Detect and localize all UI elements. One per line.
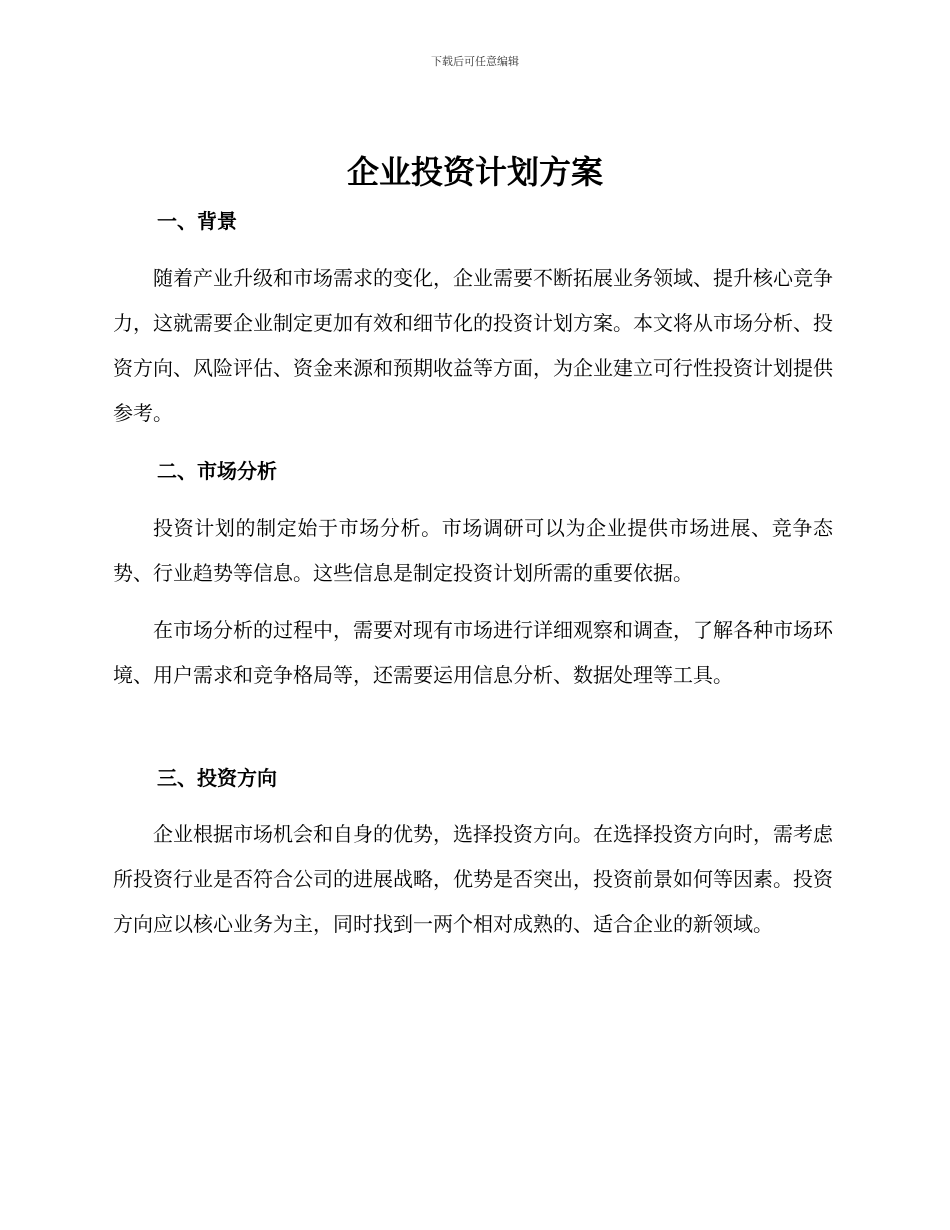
document-title: 企业投资计划方案 [346,153,603,191]
section-heading-investment-direction: 三、投资方向 [157,766,277,790]
section-heading-background: 一、背景 [157,209,237,233]
paragraph-background: 随着产业升级和市场需求的变化，企业需要不断拓展业务领域、提升核心竞争力，这就需要企业制定更加有效和细节化的投资计划方案。本文将从市场分析、投资方向、风险评估、资金来源和预期收益等方面，为企业建立可行性投资计划提供参考。 [113,266,833,425]
section-heading-market-analysis: 二、市场分析 [157,459,277,483]
paragraph-market-analysis-2: 在市场分析的过程中，需要对现有市场进行详细观察和调查，了解各种市场环境、用户需求和竞争格局等，还需要运用信息分析、数据处理等工具。 [113,618,833,687]
paragraph-market-analysis-1: 投资计划的制定始于市场分析。市场调研可以为企业提供市场进展、竞争态势、行业趋势等信息。这些信息是制定投资计划所需的重要依据。 [113,516,833,585]
paragraph-investment-direction: 企业根据市场机会和自身的优势，选择投资方向。在选择投资方向时，需考虑所投资行业是否符合公司的进展战略，优势是否突出，投资前景如何等因素。投资方向应以核心业务为主，同时找到一两个相对成熟的、适合企业的新领域。 [113,822,833,936]
page-header-note: 下载后可任意编辑 [431,55,519,68]
